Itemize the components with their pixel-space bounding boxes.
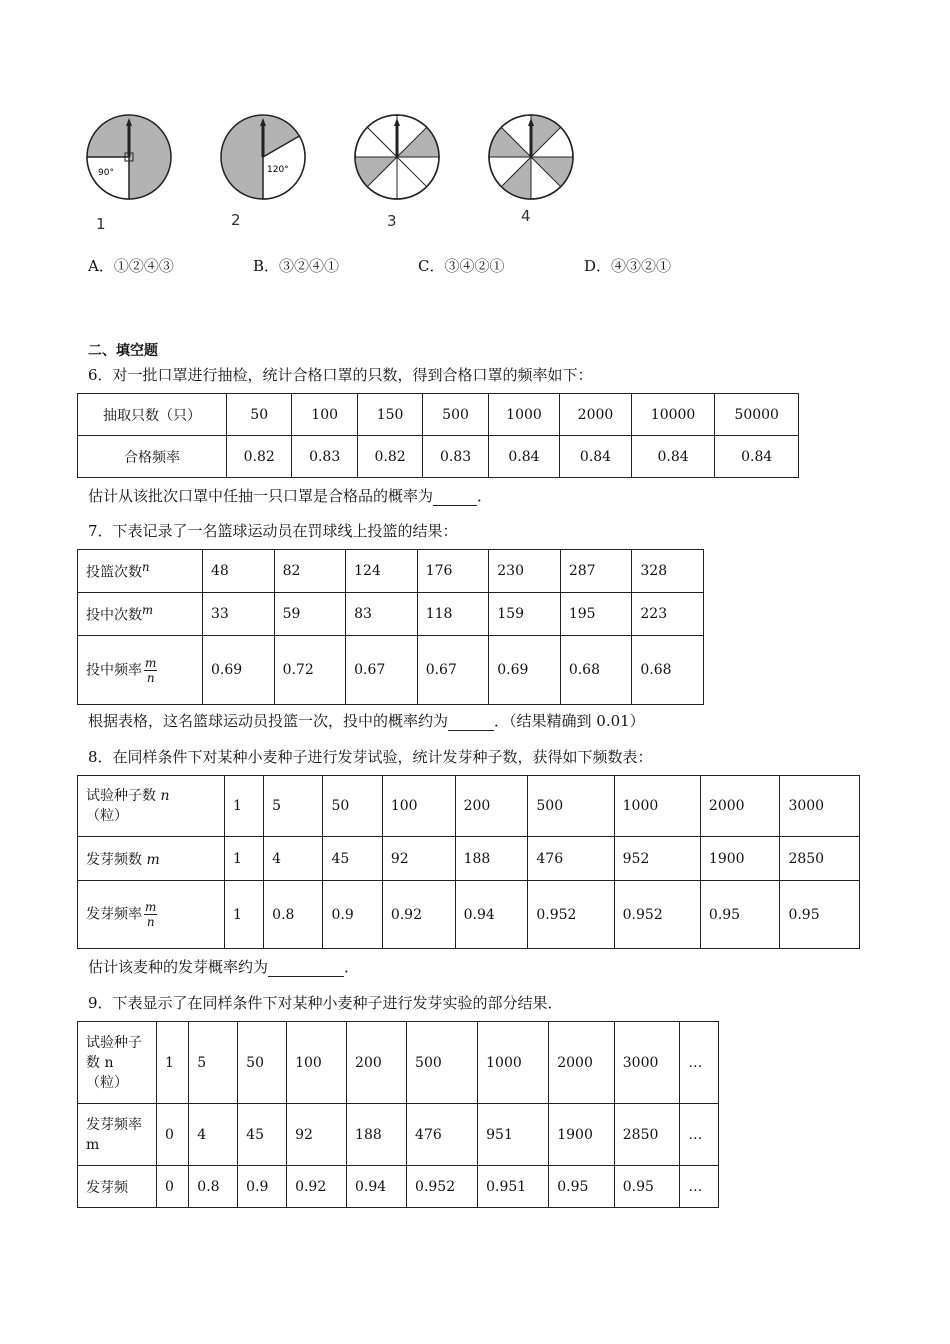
q7-table [77, 549, 704, 705]
q9-germ-cell: 188 [347, 1104, 407, 1166]
q7-question-text: 根据表格，这名篮球运动员投篮一次，投中的概率约为 [88, 712, 449, 730]
q8-row3-label [78, 881, 225, 949]
spinner-1-angle: 90° [98, 168, 114, 178]
q7-row1-label [78, 550, 203, 593]
q8-freq-cell: 0.9 [323, 881, 382, 949]
q8-germ-cell: 952 [614, 837, 700, 881]
q6-prompt: 6．对一批口罩进行抽检，统计合格口罩的只数，得到合格口罩的频率如下： [88, 366, 593, 384]
q7-row1-text: 投篮次数 [86, 564, 142, 581]
q9-germ-cell: 0 [157, 1104, 189, 1166]
q6-count-cell: 50000 [715, 394, 799, 436]
q8-seeds-cell: 3000 [780, 776, 860, 837]
q8-seeds-cell: 1 [225, 776, 264, 837]
q7-row2-text: 投中次数 [86, 607, 142, 624]
q7-shots-cell: 124 [346, 550, 418, 593]
q9-seeds-cell: … [680, 1022, 719, 1104]
q8-answer-blank[interactable] [268, 958, 344, 977]
q6-question-end: ． [477, 487, 493, 505]
q6-table [77, 393, 799, 478]
q8-germ-cell: 4 [264, 837, 323, 881]
spinner-1-number: 1 [96, 215, 106, 233]
q6-freq-cell: 0.84 [631, 436, 715, 478]
q7-row2-var: m [142, 603, 154, 618]
choice-d[interactable]: D．④③②① [584, 257, 672, 275]
q8-germ-cell: 45 [323, 837, 382, 881]
q8-frac-num: m [145, 900, 157, 914]
q7-answer-blank[interactable] [448, 712, 494, 731]
q9-freq-cell: 0.95 [549, 1166, 615, 1208]
q6-row-label: 合格频率 [78, 436, 227, 478]
q8-row1-text: 试验种子数 [86, 788, 156, 804]
q6-freq-cell: 0.83 [423, 436, 488, 478]
q6-freq-cell: 0.83 [292, 436, 357, 478]
spinner-3-figure [352, 112, 442, 202]
q9-seeds-row [78, 1022, 719, 1104]
q9-seeds-cell: 500 [407, 1022, 478, 1104]
spinner-4-number: 4 [521, 207, 531, 225]
q7-question [88, 710, 645, 731]
q6-freq-cell: 0.82 [227, 436, 292, 478]
q7-hits-cell: 83 [346, 593, 418, 636]
q8-germ-cell: 188 [455, 837, 528, 881]
q8-frac-den: n [146, 915, 155, 929]
q7-hits-cell: 159 [489, 593, 561, 636]
q8-row2-text: 发芽频数 [86, 851, 142, 868]
q9-germ-cell: 45 [238, 1104, 287, 1166]
q8-prompt: 8．在同样条件下对某种小麦种子进行发芽试验，统计发芽种子数，获得如下频数表： [88, 748, 653, 766]
q9-freq-row [78, 1166, 719, 1208]
q6-freq-cell: 0.82 [357, 436, 422, 478]
q8-germ-cell: 92 [382, 837, 455, 881]
q7-row1-var: n [142, 560, 150, 575]
q8-seeds-cell: 100 [382, 776, 455, 837]
q8-seeds-cell: 500 [528, 776, 614, 837]
q7-hits-cell: 195 [560, 593, 632, 636]
q8-row2-var: m [146, 851, 160, 868]
q6-answer-blank[interactable] [433, 487, 477, 506]
choice-b[interactable]: B．③②④① [253, 257, 340, 275]
q9-row2-label: 发芽频率 m [78, 1104, 157, 1166]
q8-seeds-cell: 5 [264, 776, 323, 837]
q7-hits-cell: 33 [203, 593, 275, 636]
q9-seeds-cell: 100 [287, 1022, 347, 1104]
q7-freq-cell: 0.68 [632, 636, 704, 705]
spinner-1-figure [84, 112, 174, 202]
q7-freq-cell: 0.72 [274, 636, 346, 705]
q9-freq-cell: 0.8 [189, 1166, 238, 1208]
q8-germ-cell: 2850 [780, 837, 860, 881]
q8-seeds-cell: 1000 [614, 776, 700, 837]
q8-fraction [144, 900, 157, 929]
q7-freq-cell: 0.68 [560, 636, 632, 705]
q8-row3-text: 发芽频率 [86, 906, 142, 923]
q8-freq-cell: 0.94 [455, 881, 528, 949]
q8-germ-cell: 476 [528, 837, 614, 881]
q7-hits-row [78, 593, 704, 636]
q8-freq-cell: 0.95 [700, 881, 780, 949]
q9-freq-cell: 0.952 [407, 1166, 478, 1208]
q6-header-label: 抽取只数（只） [78, 394, 227, 436]
q8-freq-cell: 0.952 [528, 881, 614, 949]
q6-count-cell: 10000 [631, 394, 715, 436]
q7-freq-cell: 0.69 [489, 636, 561, 705]
q7-frac-den: n [146, 670, 155, 685]
q8-freq-cell: 0.95 [780, 881, 860, 949]
q9-germ-cell: 951 [478, 1104, 549, 1166]
q8-germ-row [78, 837, 860, 881]
q8-table [77, 775, 860, 949]
q9-prompt: 9．下表显示了在同样条件下对某种小麦种子进行发芽实验的部分结果． [88, 994, 563, 1012]
q7-hits-cell: 223 [632, 593, 704, 636]
q8-row1-label [78, 776, 225, 837]
q9-germ-row [78, 1104, 719, 1166]
q9-table [77, 1021, 719, 1208]
q8-question-end: ． [344, 958, 360, 976]
q9-freq-cell: 0.9 [238, 1166, 287, 1208]
q8-row1-var: n [160, 788, 170, 804]
q6-count-cell: 150 [357, 394, 422, 436]
q7-hits-cell: 59 [274, 593, 346, 636]
q9-seeds-cell: 200 [347, 1022, 407, 1104]
q9-freq-cell: 0.95 [614, 1166, 680, 1208]
q7-shots-cell: 48 [203, 550, 275, 593]
q9-germ-cell: … [680, 1104, 719, 1166]
q8-germ-cell: 1 [225, 837, 264, 881]
section-title: 二、填空题 [88, 343, 158, 359]
q6-freq-cell: 0.84 [715, 436, 799, 478]
q6-freq-cell: 0.84 [488, 436, 560, 478]
q8-freq-cell: 0.92 [382, 881, 455, 949]
q9-germ-cell: 4 [189, 1104, 238, 1166]
q8-question [88, 956, 359, 977]
choice-c[interactable]: C．③④②① [418, 257, 505, 275]
q8-freq-row [78, 881, 860, 949]
q9-freq-cell: 0.951 [478, 1166, 549, 1208]
q9-germ-cell: 1900 [549, 1104, 615, 1166]
q7-hits-cell: 118 [417, 593, 489, 636]
q7-shots-cell: 287 [560, 550, 632, 593]
q9-freq-cell: 0.92 [287, 1166, 347, 1208]
q9-freq-cell: … [680, 1166, 719, 1208]
q6-count-row [78, 394, 799, 436]
q9-seeds-cell: 3000 [614, 1022, 680, 1104]
q8-seeds-cell: 200 [455, 776, 528, 837]
q7-shots-cell: 230 [489, 550, 561, 593]
q6-count-cell: 50 [227, 394, 292, 436]
q9-seeds-cell: 50 [238, 1022, 287, 1104]
q7-frac-num: m [145, 655, 157, 670]
q8-row2-label [78, 837, 225, 881]
q7-shots-row [78, 550, 704, 593]
q7-question-end: ．（结果精确到 0.01） [494, 712, 645, 730]
q7-shots-cell: 176 [417, 550, 489, 593]
q9-germ-cell: 92 [287, 1104, 347, 1166]
q8-seeds-row [78, 776, 860, 837]
q6-count-cell: 2000 [560, 394, 632, 436]
q7-freq-cell: 0.67 [346, 636, 418, 705]
q8-germ-cell: 1900 [700, 837, 780, 881]
q9-seeds-cell: 2000 [549, 1022, 615, 1104]
q9-freq-cell: 0.94 [347, 1166, 407, 1208]
q9-seeds-cell: 1000 [478, 1022, 549, 1104]
spinner-4-figure [486, 112, 576, 202]
q6-question [88, 485, 492, 506]
q9-germ-cell: 476 [407, 1104, 478, 1166]
q6-count-cell: 500 [423, 394, 488, 436]
q7-freq-cell: 0.69 [203, 636, 275, 705]
q7-shots-cell: 328 [632, 550, 704, 593]
q9-row1-label: 试验种子数 n （粒） [78, 1022, 157, 1104]
q9-seeds-cell: 1 [157, 1022, 189, 1104]
q7-shots-cell: 82 [274, 550, 346, 593]
q7-row3-label [78, 636, 203, 705]
q8-question-text: 估计该麦种的发芽概率约为 [88, 958, 269, 976]
q7-freq-cell: 0.67 [417, 636, 489, 705]
spinner-2-figure [218, 112, 308, 202]
q7-row2-label [78, 593, 203, 636]
q7-fraction [144, 656, 157, 685]
q6-question-text: 估计从该批次口罩中任抽一只口罩是合格品的概率为 [88, 487, 434, 505]
q8-freq-cell: 1 [225, 881, 264, 949]
q8-seeds-cell: 50 [323, 776, 382, 837]
q7-prompt: 7．下表记录了一名篮球运动员在罚球线上投篮的结果： [88, 522, 458, 540]
q9-freq-cell: 0 [157, 1166, 189, 1208]
spinner-2-number: 2 [231, 211, 241, 229]
q8-seeds-cell: 2000 [700, 776, 780, 837]
q7-freq-row [78, 636, 704, 705]
q7-row3-text: 投中频率 [86, 662, 142, 678]
q6-freq-row [78, 436, 799, 478]
spinner-2-angle: 120° [267, 165, 289, 175]
spinner-3-number: 3 [387, 212, 397, 230]
q6-freq-cell: 0.84 [560, 436, 632, 478]
q9-row3-label: 发芽频 [78, 1166, 157, 1208]
choice-a[interactable]: A．①②④③ [88, 257, 174, 275]
q8-freq-cell: 0.952 [614, 881, 700, 949]
q9-seeds-cell: 5 [189, 1022, 238, 1104]
q8-freq-cell: 0.8 [264, 881, 323, 949]
q6-count-cell: 1000 [488, 394, 560, 436]
q6-count-cell: 100 [292, 394, 357, 436]
q9-germ-cell: 2850 [614, 1104, 680, 1166]
q8-row1-unit: （粒） [86, 808, 128, 824]
